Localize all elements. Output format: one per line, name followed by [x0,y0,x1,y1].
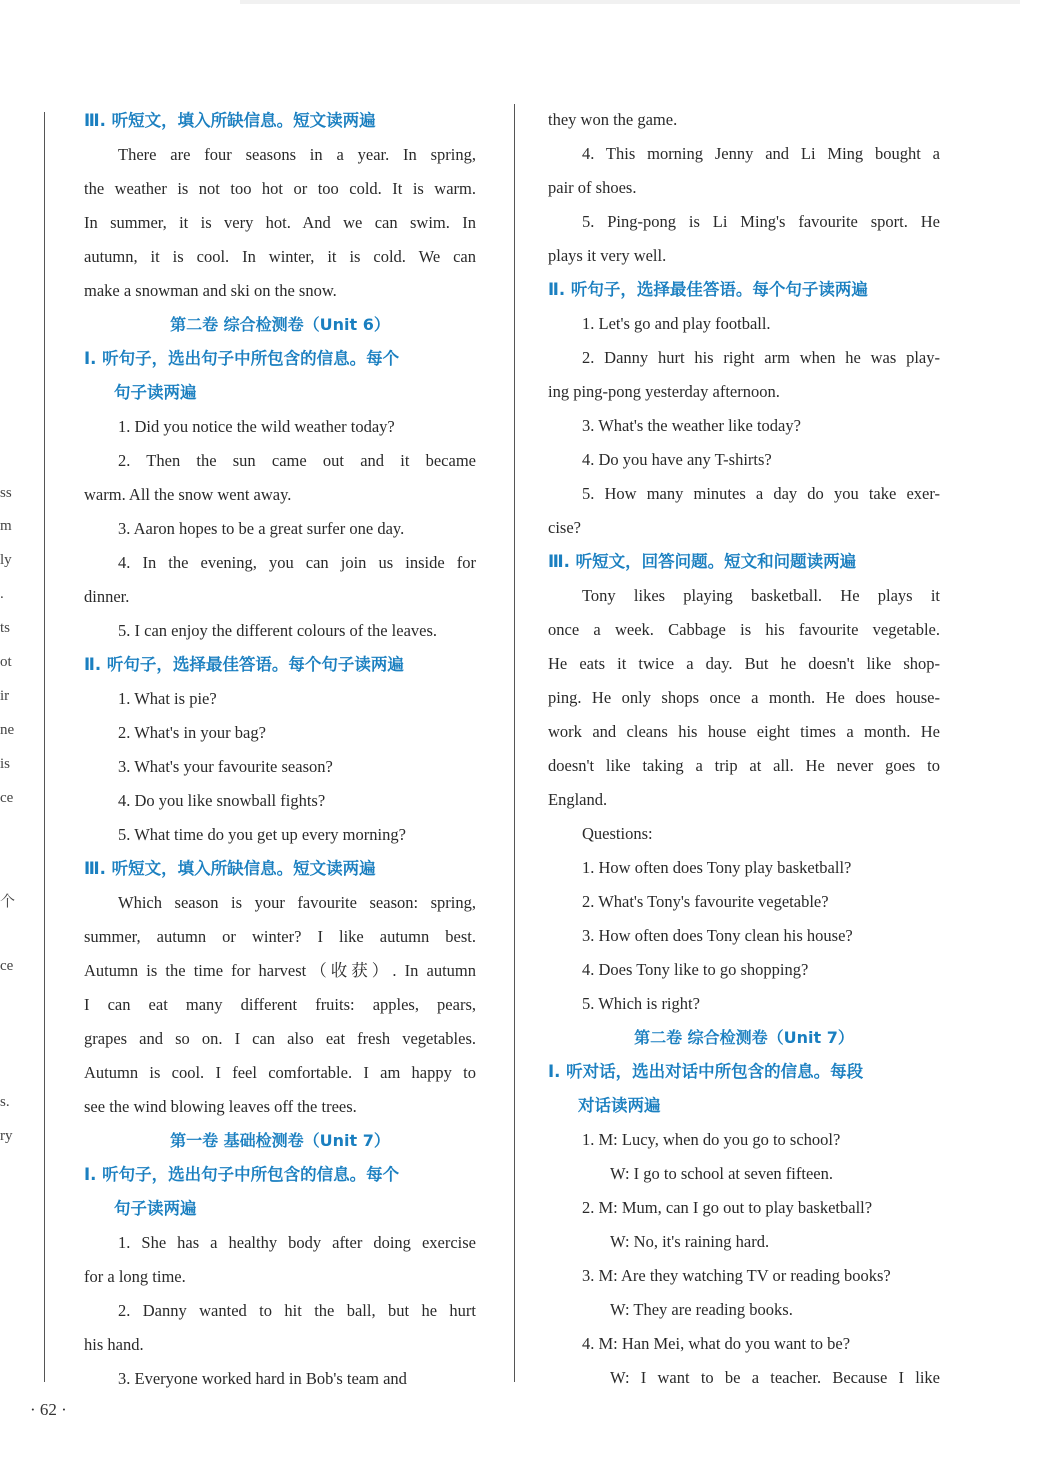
text-line: pair of shoes. [548,178,637,197]
text-line: 3. M: Are they watching TV or reading books? [582,1266,891,1285]
text-line: 1. She has a healthy body after doing exercise [118,1233,476,1252]
section-heading: Ⅱ. 听句子，选择最佳答语。每个句子读两遍 [548,280,868,299]
page-number: · 62 · [30,1400,67,1419]
dialog-line: W: I go to school at seven fifteen. [610,1164,833,1183]
text-line: Which season is your favourite season: spring, [118,893,476,912]
text-line: I can eat many different fruits: apples, pears, [84,995,476,1014]
edge-text-fragment: ir [0,688,10,704]
text-line: work and cleans his house eight times a month. He [548,722,940,741]
text-line: grapes and so on. I can also eat fresh vegetables. [84,1029,476,1048]
text-line: his hand. [84,1335,144,1354]
section-heading: Ⅰ. 听对话，选出对话中所包含的信息。每段 [548,1062,864,1081]
text-line: 5. How many minutes a day do you take exer- [582,484,940,503]
text-line: 4. Do you have any T-shirts? [582,450,772,469]
text-line: warm. All the snow went away. [84,485,292,504]
text-line: cise? [548,518,581,537]
paper-title: 第一卷 基础检测卷（Unit 7） [170,1131,390,1150]
text-line: see the wind blowing leaves off the trees. [84,1097,357,1116]
dialog-line: W: They are reading books. [610,1300,793,1319]
text-line: ing ping-pong yesterday afternoon. [548,382,780,401]
text-line: England. [548,790,608,809]
dialog-line: W: No, it's raining hard. [610,1232,770,1251]
section-heading-continued: 对话读两遍 [578,1096,661,1115]
text-line: 1. M: Lucy, when do you go to school? [582,1130,841,1149]
section-heading: Ⅲ. 听短文，填入所缺信息。短文读两遍 [84,111,376,130]
paper-title: 第二卷 综合检测卷（Unit 7） [634,1028,854,1047]
edge-text-fragment: ne [0,722,15,738]
left-column [84,104,476,1396]
text-line: Autumn is cool. I feel comfortable. I am happy to [84,1063,476,1082]
dialog-line: W: I want to be a teacher. Because I like [610,1368,940,1387]
edge-text-fragment: is [0,756,11,772]
text-line: He eats it twice a day. But he doesn't like shop- [548,654,940,673]
edge-text-fragment: . [0,586,4,602]
edge-text-fragment: ce [0,790,14,806]
right-column [548,103,940,1395]
column-divider [514,104,515,1382]
left-margin-rule [44,112,45,1382]
text-line: 2. M: Mum, can I go out to play basketball? [582,1198,873,1217]
edge-text-fragment: ry [0,1128,13,1144]
text-line: summer, autumn or winter? I like autumn best. [84,927,476,946]
text-line: 4. M: Han Mei, what do you want to be? [582,1334,851,1353]
text-line: 4. This morning Jenny and Li Ming bought a [582,144,940,163]
text-line: autumn, it is cool. In winter, it is cold. We can [84,247,476,266]
text-line: 1. What is pie? [118,689,217,708]
text-line: for a long time. [84,1267,186,1286]
text-line: 4. Does Tony like to go shopping? [582,960,809,979]
text-line: 5. What time do you get up every morning? [118,825,406,844]
text-line: plays it very well. [548,246,667,265]
text-line: Questions: [582,824,653,843]
section-heading: Ⅰ. 听句子，选出句子中所包含的信息。每个 [84,1165,400,1184]
text-line: 4. In the evening, you can join us inside for [118,553,476,572]
text-line: 3. What's the weather like today? [582,416,801,435]
text-line: make a snowman and ski on the snow. [84,281,337,300]
section-heading-continued: 句子读两遍 [114,383,197,402]
paper-title: 第二卷 综合检测卷（Unit 6） [170,315,390,334]
text-line: There are four seasons in a year. In spring, [118,145,476,164]
adjacent-page-edge [0,0,14,1457]
text-line: 3. What's your favourite season? [118,757,333,776]
text-line: they won the game. [548,110,678,129]
edge-text-fragment: m [0,518,12,534]
edge-text-fragment: ce [0,958,14,974]
text-line: 1. Did you notice the wild weather today? [118,417,395,436]
text-line: 2. What's Tony's favourite vegetable? [582,892,829,911]
text-line: 2. Then the sun came out and it became [118,451,476,470]
text-line: 5. Which is right? [582,994,700,1013]
edge-text-fragment: ts [0,620,11,636]
edge-text-fragment: ss [0,485,12,501]
text-line: In summer, it is very hot. And we can swim. In [84,213,476,232]
section-heading: Ⅰ. 听句子，选出句子中所包含的信息。每个 [84,349,400,368]
text-line: 2. Danny hurt his right arm when he was play- [582,348,940,367]
section-heading-continued: 句子读两遍 [114,1199,197,1218]
text-line: Tony likes playing basketball. He plays it [582,586,940,605]
text-line: 5. I can enjoy the different colours of the leaves. [118,621,438,640]
text-line: 3. Aaron hopes to be a great surfer one day. [118,519,405,538]
text-line: 2. Danny wanted to hit the ball, but he hurt [118,1301,476,1320]
text-line: once a week. Cabbage is his favourite vegetable. [548,620,940,639]
text-line: dinner. [84,587,130,606]
top-scan-shadow [240,0,1020,4]
edge-text-fragment: ot [0,654,12,670]
text-line: 3. Everyone worked hard in Bob's team and [118,1369,407,1388]
text-line: 5. Ping-pong is Li Ming's favourite sport. He [582,212,940,231]
text-line: 4. Do you like snowball fights? [118,791,326,810]
edge-text-fragment: ly [0,552,12,568]
text-line: 1. How often does Tony play basketball? [582,858,852,877]
text-line: doesn't like taking a trip at all. He never goes to [548,756,940,775]
text-line: Autumn is the time for harvest（收获）. In autumn [84,961,476,980]
section-heading: Ⅲ. 听短文，回答问题。短文和问题读两遍 [548,552,857,571]
text-line: 2. What's in your bag? [118,723,266,742]
text-line: the weather is not too hot or too cold. It is warm. [84,179,476,198]
section-heading: Ⅱ. 听句子，选择最佳答语。每个句子读两遍 [84,655,404,674]
section-heading: Ⅲ. 听短文，填入所缺信息。短文读两遍 [84,859,376,878]
text-line: 3. How often does Tony clean his house? [582,926,853,945]
text-line: 1. Let's go and play football. [582,314,771,333]
edge-text-fragment: 个 [0,894,16,910]
edge-text-fragment: s. [0,1094,10,1110]
text-line: ping. He only shops once a month. He does house- [548,688,940,707]
